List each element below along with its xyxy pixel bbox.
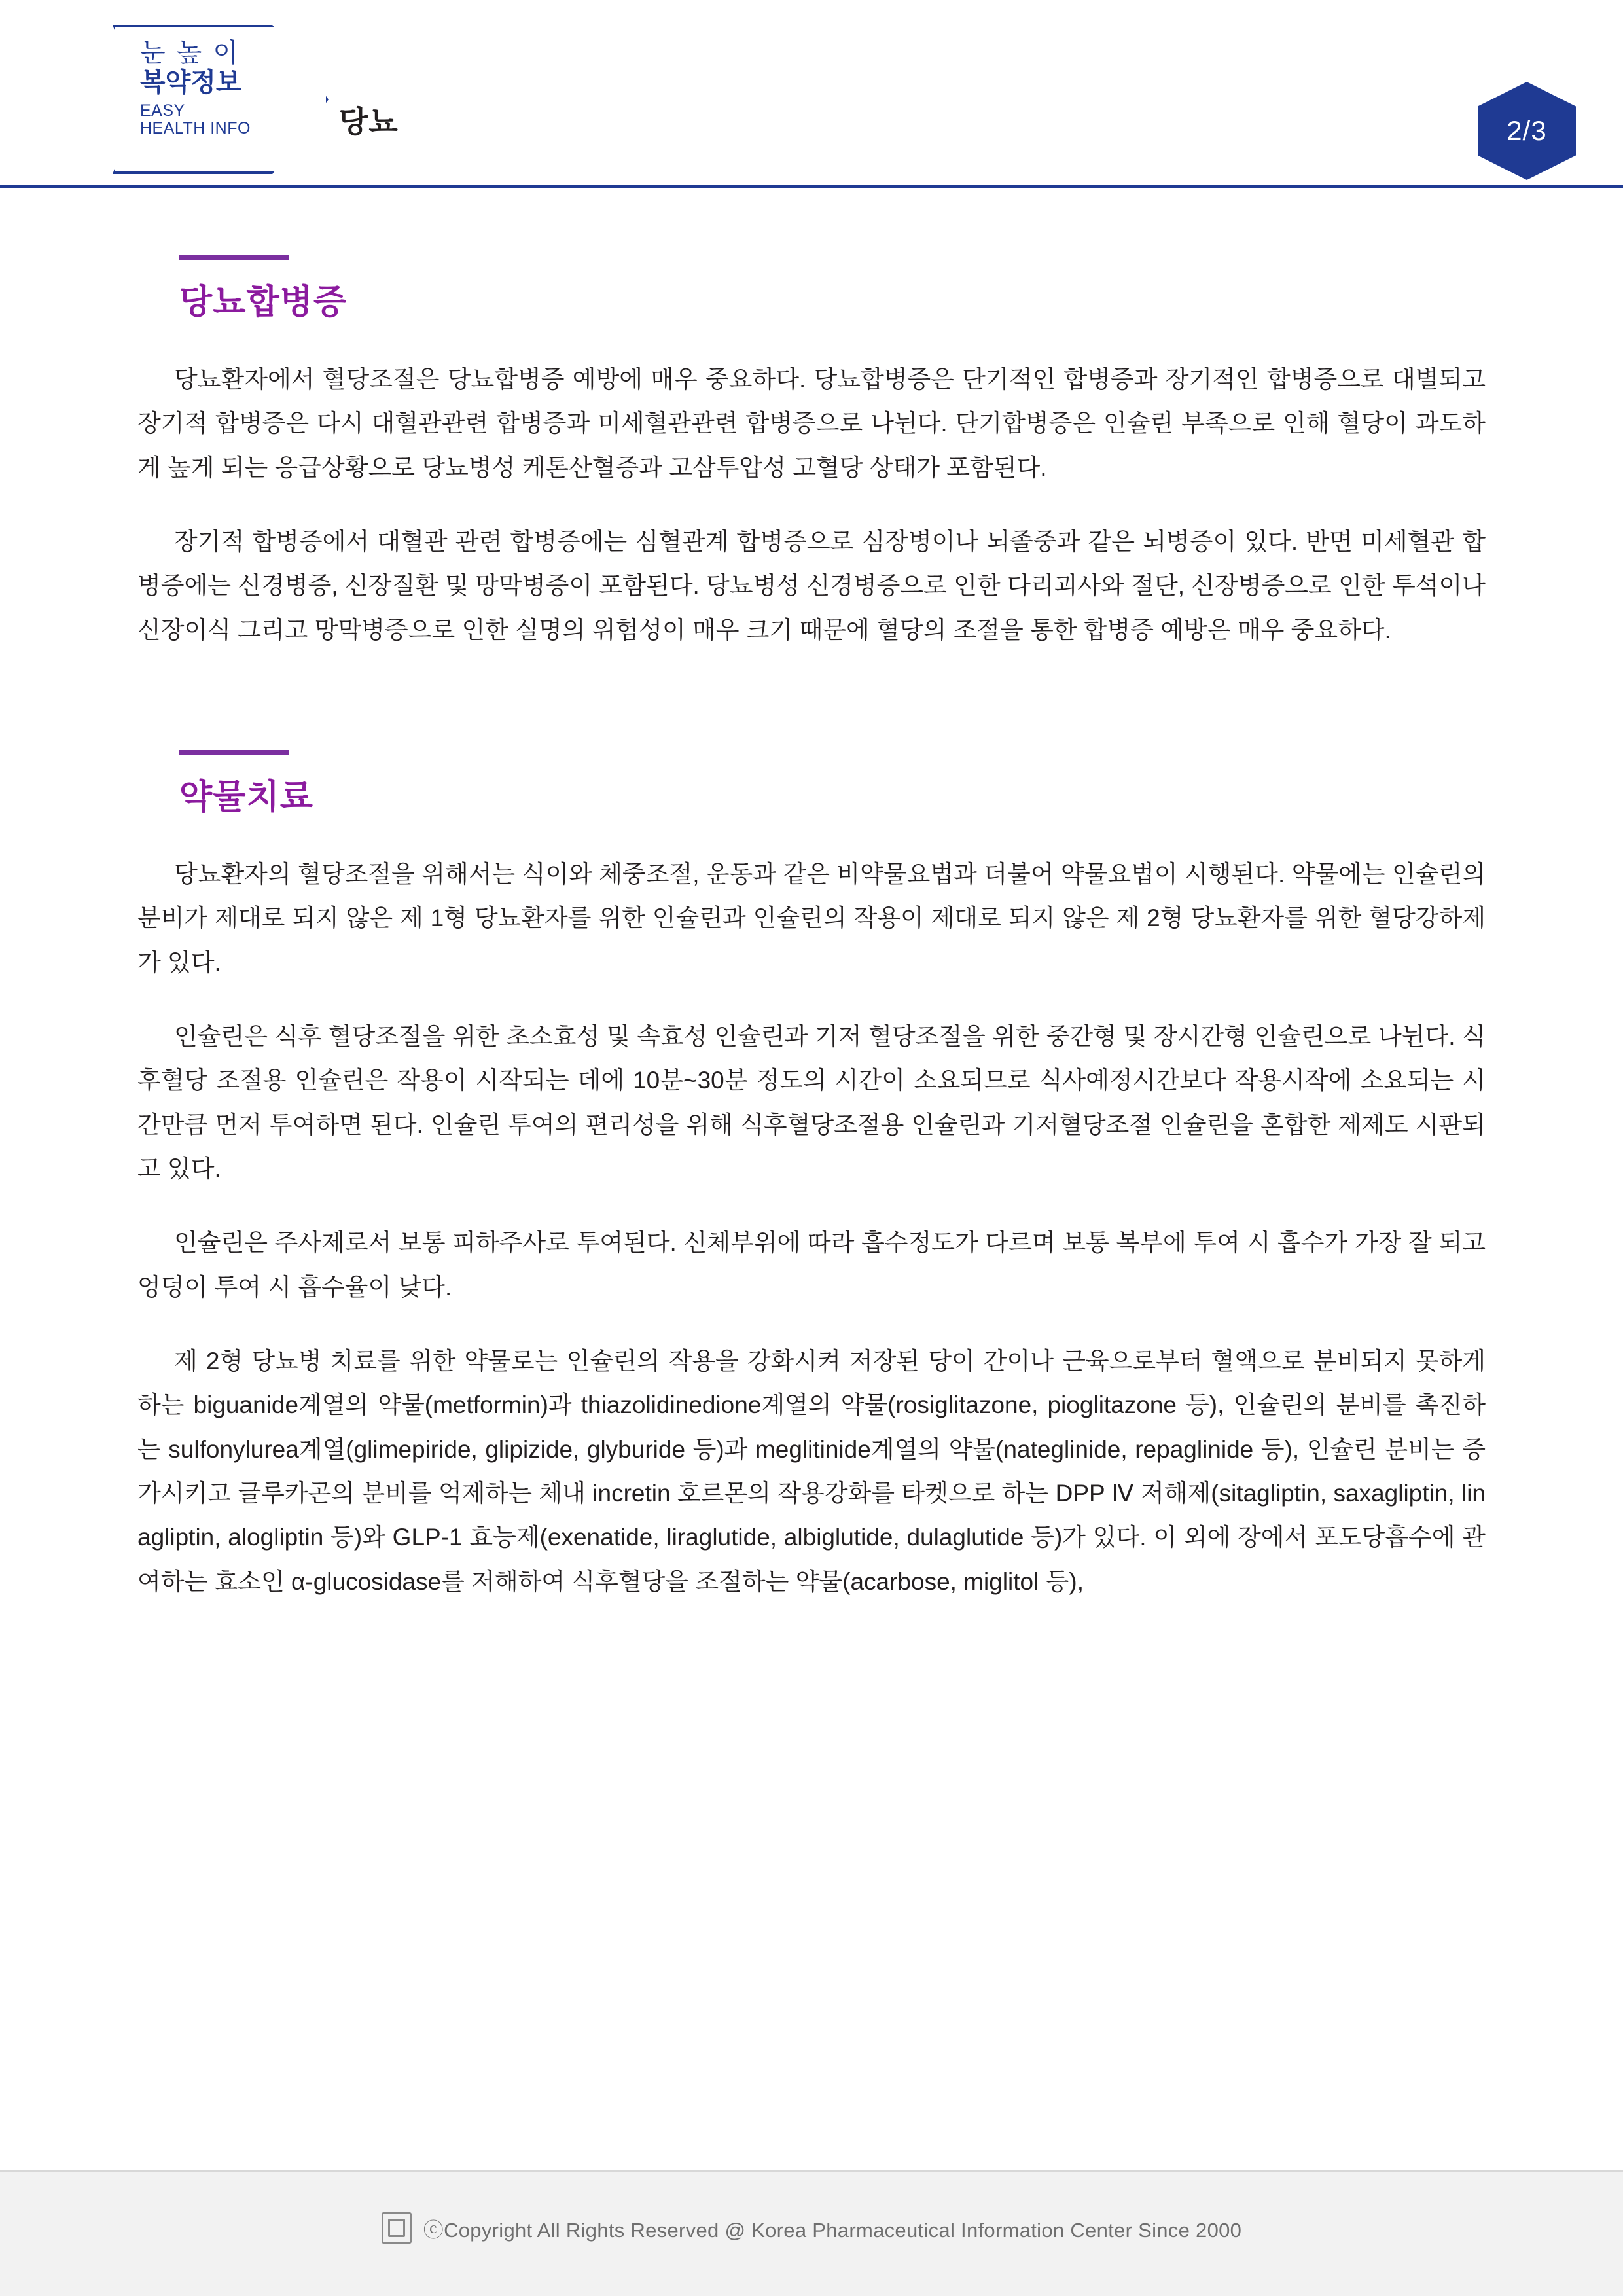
heading-accent-bar xyxy=(179,255,289,260)
section-heading-complications xyxy=(145,255,1623,323)
paragraph: 당뇨환자의 혈당조절을 위해서는 식이와 체중조절, 운동과 같은 비약물요법과 더불어 약물요법이 시행된다. 약물에는 인슐린의 분비가 제대로 되지 않은 제 1형 당뇨환자를 위한 인슐린과 인슐린의 작용이 제대로 되지 않은 제 2형 당뇨환자를 위한 혈당강하제가 있다. xyxy=(137,860,1486,976)
brand-logo xyxy=(113,25,329,174)
paragraph: 당뇨환자에서 혈당조절은 당뇨합병증 예방에 매우 중요하다. 당뇨합병증은 단기적인 합병증과 장기적인 합병증으로 대별되고 장기적 합병증은 다시 대혈관관련 합병증과 미세혈관관련 합병증으로 나뉜다. 단기합병증은 인슐린 부족으로 인해 혈당이 과도하게 높게 되는 응급상황으로 당뇨병성 케톤산혈증과 고삼투압성 고혈당 상태가 포함된다. xyxy=(137,366,1486,481)
copyright-text: ⓒCopyright All Rights Reserved @ Korea Pharmaceutical Information Center Since 2000 xyxy=(423,2218,1242,2242)
page-header xyxy=(0,0,1623,196)
footer-content xyxy=(0,2212,1623,2244)
logo-line-3: EASY xyxy=(140,101,185,120)
paragraph: 인슐린은 식후 혈당조절을 위한 초소효성 및 속효성 인슐린과 기저 혈당조절을 위한 중간형 및 장시간형 인슐린으로 나뉜다. 식후혈당 조절용 인슐린은 작용이 시작되는 데에 10분~30분 정도의 시간이 소요되므로 식사예정시간보다 작용시작에 소요되는 시간만큼 먼저 투여하면 된다. 인슐린 투여의 편리성을 위해 식후혈당조절용 인슐린과 기저혈당조절 인슐린을 혼합한 제제도 시판되고 있다. xyxy=(137,1022,1486,1182)
copyright-icon xyxy=(382,2212,412,2244)
paragraph: 제 2형 당뇨병 치료를 위한 약물로는 인슐린의 작용을 강화시켜 저장된 당이 간이나 근육으로부터 혈액으로 분비되지 못하게 하는 biguanide계열의 약물(metformin)과 thiazolidinedione계열의 약물(rosiglitazone, pioglitazone 등), 인슐린의 분비를 촉진하는 sulfonylurea계열(glimepiride, glipizide, glyburide 등)과 meglitinide계열의 약물(nateglinide, repaglinide 등), 인슐린 분비는 증가시키고 글루카곤의 분비를 억제하는 체내 incretin 호르몬의 작용강화를 타켓으로 하는 DPP Ⅳ 저해제(sitagliptin, saxagliptin, linagliptin, alogliptin 등)와 GLP-1 효능제(exenatide, liraglutide, albiglutide, dulaglutide 등)가 있다. 이 외에 장에서 포도당흡수에 관여하는 효소인 α-glucosidase를 저해하여 식후혈당을 조절하는 약물(acarbose, miglitol 등), xyxy=(137,1347,1486,1595)
document-body xyxy=(0,196,1623,1604)
page-number-label: 2/3 xyxy=(1507,115,1547,146)
section-title-text: 당뇨합병증 xyxy=(179,283,348,321)
heading-accent-bar xyxy=(179,750,289,755)
page-footer xyxy=(0,2170,1623,2296)
section-title-text: 약물치료 xyxy=(179,778,313,816)
page-number-badge xyxy=(1478,82,1576,180)
logo-line-1: 눈 높 이 xyxy=(140,39,241,67)
logo-line-2: 복약정보 xyxy=(140,68,241,98)
section-body-drug-therapy xyxy=(0,852,1623,1604)
header-divider xyxy=(0,185,1623,188)
section-heading-drug-therapy xyxy=(145,750,1623,818)
paragraph: 인슐린은 주사제로서 보통 피하주사로 투여된다. 신체부위에 따라 흡수정도가 다르며 보통 복부에 투여 시 흡수가 가장 잘 되고 엉덩이 투여 시 흡수율이 낮다. xyxy=(137,1229,1486,1300)
paragraph: 장기적 합병증에서 대혈관 관련 합병증에는 심혈관계 합병증으로 심장병이나 뇌졸중과 같은 뇌병증이 있다. 반면 미세혈관 합병증에는 신경병증, 신장질환 및 망막병증이 포함된다. 당뇨병성 신경병증으로 인한 다리괴사와 절단, 신장병증으로 인한 투석이나 신장이식 그리고 망막병증으로 인한 실명의 위험성이 매우 크기 때문에 혈당의 조절을 통한 합병증 예방은 매우 중요하다. xyxy=(137,528,1486,643)
section-body-complications xyxy=(0,357,1623,652)
logo-line-4: HEALTH INFO xyxy=(140,119,251,138)
page-title: 당뇨 xyxy=(339,105,399,139)
section-drug-therapy xyxy=(0,750,1623,1604)
section-spacer xyxy=(0,652,1623,750)
logo-text-block xyxy=(140,39,297,137)
section-complications xyxy=(0,255,1623,652)
